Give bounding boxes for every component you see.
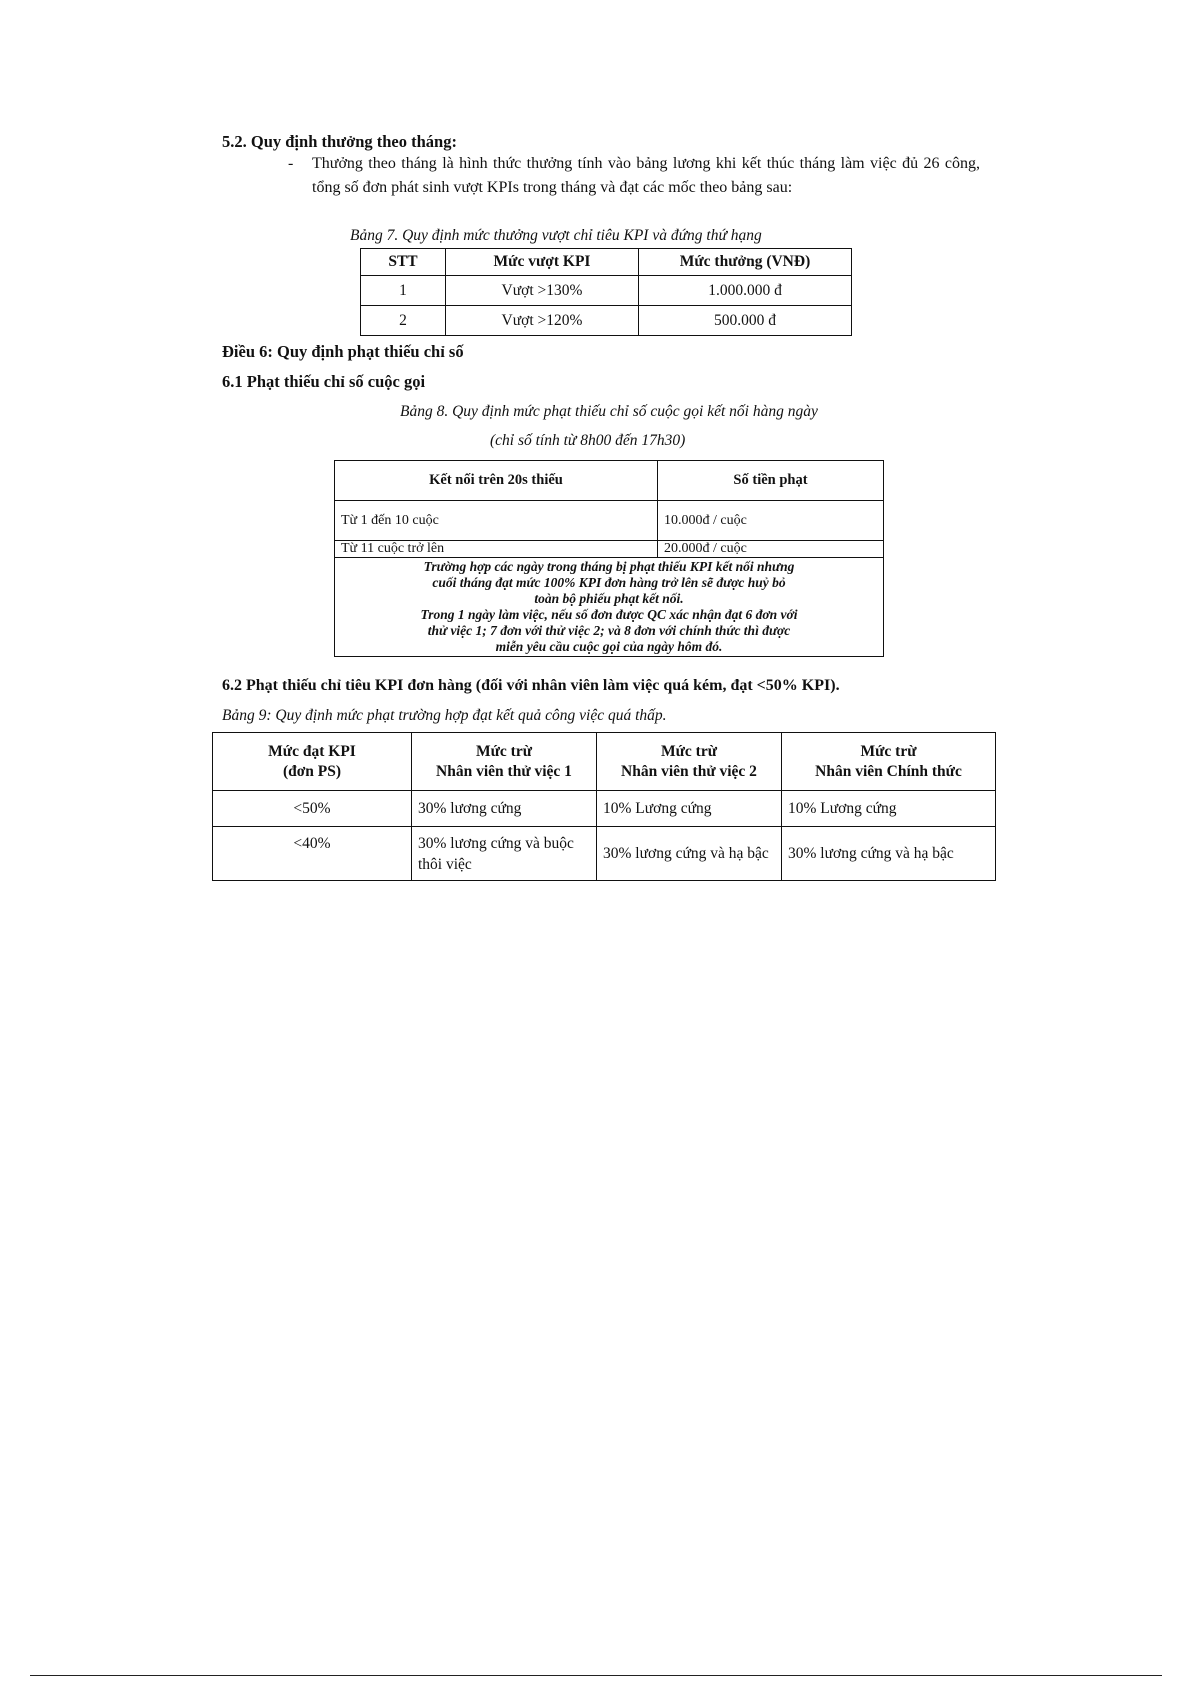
- bullet-dash: -: [288, 155, 294, 172]
- table-cell: 30% lương cứng và hạ bậc: [782, 827, 996, 881]
- table-7: [360, 248, 852, 336]
- table-row: [361, 306, 852, 336]
- table-9: [212, 732, 996, 881]
- table-cell: 30% lương cứng và hạ bậc: [597, 827, 782, 881]
- table-cell: 30% lương cứng: [412, 791, 597, 827]
- table-8-note: [335, 558, 884, 657]
- header-line: Mức trừ: [860, 742, 917, 760]
- table-8: [334, 460, 884, 657]
- table-row: [361, 276, 852, 306]
- table-8-subcaption: (chỉ số tính từ 8h00 đến 17h30): [490, 432, 686, 449]
- table-row: [213, 827, 996, 881]
- table-cell: <50%: [213, 791, 412, 827]
- table-8-header-connections: Kết nối trên 20s thiếu: [335, 461, 658, 501]
- note-line: miễn yêu cầu cuộc gọi của ngày hôm đó.: [495, 639, 723, 654]
- section-5-2-paragraph: Thưởng theo tháng là hình thức thưởng tính vào bảng lương khi kết thúc tháng làm việc đủ 26 công, tổng số đơn phát sinh vượt KPIs trong tháng và đạt các mốc theo bảng sau:: [312, 155, 980, 196]
- note-line: toàn bộ phiếu phạt kết nối.: [534, 591, 684, 606]
- section-heading-5-2: 5.2. Quy định thưởng theo tháng:: [222, 132, 457, 151]
- table-header-row: [213, 733, 996, 791]
- table-row: [335, 501, 884, 541]
- table-cell: 10.000đ / cuộc: [658, 501, 884, 541]
- page-bottom-rule: [30, 1675, 1162, 1676]
- header-line: Mức trừ: [475, 742, 533, 760]
- table-cell: 20.000đ / cuộc: [658, 541, 884, 558]
- table-9-header-probation-2: [597, 733, 782, 791]
- note-line: Trường hợp các ngày trong tháng bị phạt thiếu KPI kết nối nhưng: [423, 559, 795, 574]
- note-line: thử việc 1; 7 đơn với thử việc 2; và 8 đơn với chính thức thì được: [427, 623, 791, 638]
- table-9-header-kpi: [213, 733, 412, 791]
- table-header-row: [335, 461, 884, 501]
- header-line: Mức trừ: [660, 742, 718, 760]
- header-line: Mức đạt KPI: [268, 742, 356, 760]
- note-line: cuối tháng đạt mức 100% KPI đơn hàng trở lên sẽ được huỷ bỏ: [432, 575, 786, 590]
- table-cell: Từ 1 đến 10 cuộc: [335, 501, 658, 541]
- table-cell: 10% Lương cứng: [782, 791, 996, 827]
- table-9-header-official: [782, 733, 996, 791]
- table-7-header-stt: STT: [361, 249, 446, 276]
- table-7-header-reward: Mức thưởng (VNĐ): [639, 249, 852, 276]
- table-cell: Vượt >130%: [446, 276, 639, 306]
- header-line: Nhân viên thử việc 1: [436, 762, 572, 780]
- header-line: Nhân viên thử việc 2: [621, 762, 757, 780]
- note-line: Trong 1 ngày làm việc, nếu số đơn được QC xác nhận đạt 6 đơn với: [420, 607, 798, 622]
- article-6-heading: Điều 6: Quy định phạt thiếu chỉ số: [222, 342, 464, 361]
- table-row: [213, 791, 996, 827]
- table-7-header-kpi: Mức vượt KPI: [446, 249, 639, 276]
- header-line: Nhân viên Chính thức: [815, 762, 962, 780]
- table-cell: <40%: [213, 827, 412, 881]
- table-cell: 10% Lương cứng: [597, 791, 782, 827]
- table-note-row: [335, 558, 884, 657]
- table-cell: 30% lương cứng và buộc thôi việc: [412, 827, 597, 881]
- table-cell: 2: [361, 306, 446, 336]
- section-heading-6-1: 6.1 Phạt thiếu chỉ số cuộc gọi: [222, 372, 426, 391]
- table-8-header-fine: Số tiền phạt: [658, 461, 884, 501]
- table-7-caption: Bảng 7. Quy định mức thưởng vượt chỉ tiêu KPI và đứng thứ hạng: [350, 227, 762, 244]
- table-cell: 500.000 đ: [639, 306, 852, 336]
- table-row: [335, 541, 884, 558]
- table-9-header-probation-1: [412, 733, 597, 791]
- table-8-caption: Bảng 8. Quy định mức phạt thiếu chỉ số cuộc gọi kết nối hàng ngày: [400, 403, 818, 420]
- header-line: (đơn PS): [282, 762, 342, 780]
- table-cell: Vượt >120%: [446, 306, 639, 336]
- section-heading-6-2: 6.2 Phạt thiếu chỉ tiêu KPI đơn hàng (đối với nhân viên làm việc quá kém, đạt <50% KPI).: [222, 677, 840, 694]
- table-cell: 1: [361, 276, 446, 306]
- table-cell: Từ 11 cuộc trở lên: [335, 541, 658, 558]
- table-header-row: [361, 249, 852, 276]
- table-9-caption: Bảng 9: Quy định mức phạt trường hợp đạt kết quả công việc quá thấp.: [222, 707, 667, 724]
- table-cell: 1.000.000 đ: [639, 276, 852, 306]
